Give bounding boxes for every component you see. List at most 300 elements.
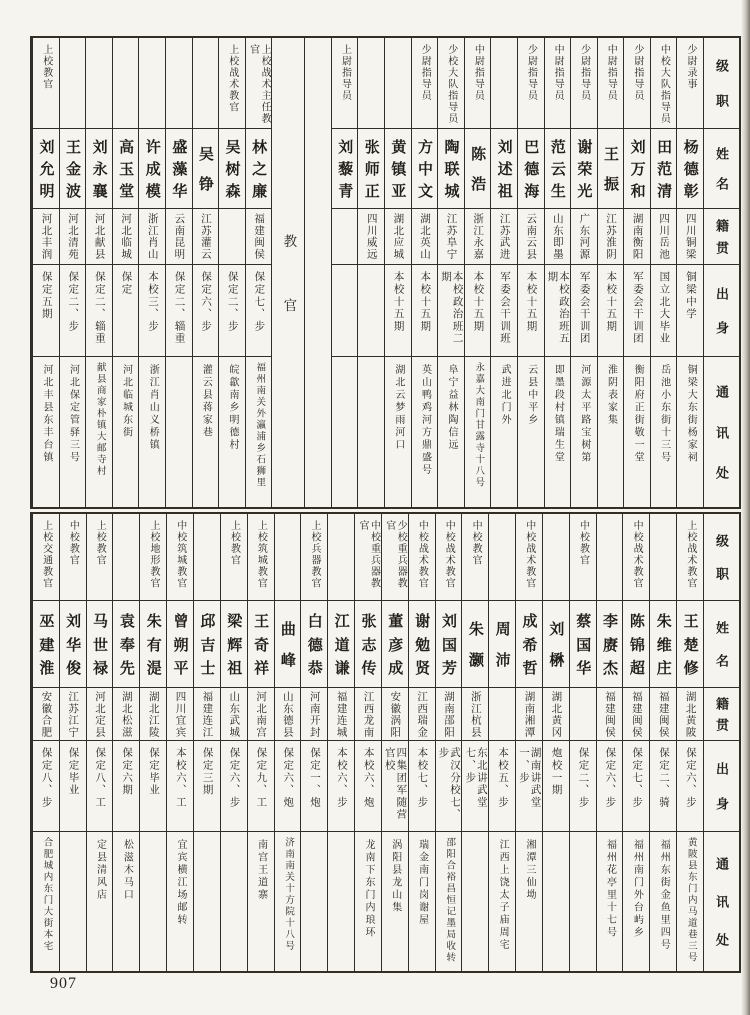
rank-cell-text: 上校教官 bbox=[228, 520, 240, 566]
page-number: 907 bbox=[50, 975, 77, 992]
background-cell bbox=[328, 741, 354, 832]
background-cell-text: 本校政治班二期 bbox=[440, 271, 463, 345]
background-cell-text: 军委会干训团 bbox=[631, 271, 643, 345]
char: 谢 bbox=[575, 139, 592, 154]
background-cell-text: 军委会干训班 bbox=[498, 271, 510, 345]
address-cell-text: 黄陂县东门内马道巷三号 bbox=[685, 837, 696, 964]
name-cell bbox=[382, 601, 408, 688]
person-column bbox=[464, 38, 491, 507]
native-place-cell-text: 湖北黄冈 bbox=[550, 690, 562, 738]
address-cell-text: 涡阳县龙山集 bbox=[389, 839, 401, 914]
char: 辉 bbox=[225, 636, 242, 652]
section-label bbox=[272, 38, 304, 507]
rank-cell bbox=[518, 38, 544, 129]
name-cell bbox=[113, 601, 139, 688]
char: 金 bbox=[64, 161, 81, 176]
char: 师 bbox=[362, 161, 379, 176]
background-cell bbox=[623, 741, 649, 832]
char: 祖 bbox=[495, 183, 512, 198]
background-cell bbox=[409, 741, 435, 832]
rank-cell bbox=[246, 38, 272, 129]
rank-cell-text: 上校战术主任教官 bbox=[247, 44, 271, 125]
char: 王 bbox=[64, 139, 81, 154]
name-cell bbox=[624, 129, 650, 209]
native-place-cell bbox=[60, 209, 86, 265]
native-place-cell bbox=[358, 209, 384, 265]
rank-cell bbox=[462, 514, 488, 601]
address-cell bbox=[382, 832, 408, 971]
native-place-cell bbox=[518, 209, 544, 265]
native-place-cell bbox=[651, 209, 677, 265]
rank-cell-text: 少校重兵器教官 bbox=[383, 520, 407, 589]
person-column bbox=[596, 514, 623, 971]
native-place-cell-text: 四川铜梁 bbox=[684, 213, 696, 260]
native-place-cell-text: 江苏武进 bbox=[498, 213, 510, 260]
address-cell-text: 济南南关十方院十八号 bbox=[283, 837, 294, 952]
address-cell bbox=[597, 832, 623, 971]
native-place-cell-text: 江西瑞金 bbox=[416, 690, 428, 738]
person-column bbox=[437, 38, 464, 507]
rank-cell bbox=[382, 514, 408, 601]
char: 希 bbox=[520, 636, 537, 652]
page-edge-shadow bbox=[741, 0, 750, 1015]
background-cell bbox=[167, 741, 193, 832]
rank-cell-text: 中校战术教官 bbox=[631, 520, 643, 589]
background-cell-text: 保定八、步 bbox=[40, 747, 52, 809]
person-column bbox=[192, 38, 219, 507]
background-cell-text: 保定二、步 bbox=[577, 747, 589, 809]
name-cell bbox=[545, 129, 571, 209]
background-cell-text: 保定二、辎重 bbox=[93, 271, 105, 345]
address-cell bbox=[438, 357, 464, 507]
char: 亚 bbox=[389, 183, 406, 198]
char: 永 bbox=[90, 161, 107, 176]
rank-cell bbox=[545, 38, 571, 129]
address-cell-text: 皖歙南乡明德村 bbox=[226, 364, 238, 452]
address-cell-text: 衡阳府正街敬一堂 bbox=[632, 364, 644, 464]
char: 刘 bbox=[90, 139, 107, 154]
person-column bbox=[570, 38, 597, 507]
rank-cell bbox=[328, 514, 354, 601]
char: 名 bbox=[714, 654, 729, 667]
char: 镇 bbox=[389, 161, 406, 176]
address-cell bbox=[166, 357, 192, 507]
background-cell bbox=[412, 265, 438, 357]
char: 名 bbox=[714, 177, 729, 191]
background-cell bbox=[385, 265, 411, 357]
rank-cell bbox=[248, 514, 274, 601]
char: 禄 bbox=[91, 660, 108, 676]
address-cell bbox=[355, 832, 381, 971]
background-cell bbox=[650, 741, 676, 832]
address-cell bbox=[409, 832, 435, 971]
name-cell bbox=[650, 601, 676, 688]
background-cell-text: 保定 bbox=[120, 271, 132, 296]
address-cell-text: 武进北门外 bbox=[499, 364, 511, 427]
native-place-cell-text: 安徽涡阳 bbox=[389, 690, 401, 738]
char: 士 bbox=[198, 660, 215, 676]
rank-cell bbox=[139, 38, 165, 129]
native-place-cell-text: 广东河源 bbox=[578, 213, 590, 260]
char: 奇 bbox=[252, 636, 269, 652]
rank-cell bbox=[436, 514, 462, 601]
char: 方 bbox=[415, 139, 432, 154]
person-column bbox=[411, 38, 438, 507]
person-column bbox=[220, 514, 247, 971]
address-cell bbox=[518, 357, 544, 507]
background-cell-text: 保定七、步 bbox=[631, 747, 643, 809]
address-cell bbox=[462, 832, 488, 971]
char: 德 bbox=[681, 161, 698, 176]
background-cell-text: 本校政治班五期 bbox=[546, 271, 569, 345]
name-cell bbox=[113, 129, 139, 209]
person-column bbox=[112, 514, 139, 971]
native-place-cell-text: 四川宜宾 bbox=[174, 690, 186, 738]
person-column bbox=[676, 38, 703, 507]
person-column bbox=[327, 514, 354, 971]
person-column bbox=[435, 514, 462, 971]
background-cell bbox=[166, 265, 192, 357]
person-column bbox=[544, 38, 571, 507]
address-cell-text: 松滋木马口 bbox=[121, 839, 133, 902]
native-place-cell bbox=[194, 688, 220, 741]
char: 刘 bbox=[336, 139, 353, 154]
address-cell bbox=[570, 832, 596, 971]
background-cell bbox=[113, 265, 139, 357]
address-cell-text: 湖北云梦雨河口 bbox=[392, 364, 404, 452]
native-place-cell bbox=[60, 688, 86, 741]
native-place-cell bbox=[650, 688, 676, 741]
address-cell bbox=[60, 832, 86, 971]
person-column bbox=[138, 38, 165, 507]
char: 清 bbox=[655, 183, 672, 198]
char: 沛 bbox=[493, 652, 510, 668]
char: 张 bbox=[359, 612, 376, 628]
background-cell-text: 保定毕业 bbox=[67, 747, 79, 797]
background-cell-text: 武汉分校七、步 bbox=[437, 747, 461, 821]
native-place-cell bbox=[87, 688, 113, 741]
native-place-cell-text: 福建闽侯 bbox=[657, 690, 669, 738]
background-cell bbox=[597, 741, 623, 832]
address-cell bbox=[86, 357, 112, 507]
address-cell bbox=[651, 357, 677, 507]
name-cell bbox=[140, 601, 166, 688]
native-place-cell-text: 福建连城 bbox=[335, 690, 347, 738]
native-place-cell bbox=[382, 688, 408, 741]
char: 华 bbox=[170, 183, 187, 198]
char: 铮 bbox=[196, 175, 213, 191]
background-cell-text: 本校十五期 bbox=[472, 271, 484, 333]
native-place-cell bbox=[86, 209, 112, 265]
char: 道 bbox=[332, 636, 349, 652]
address-cell-text: 永嘉大南门甘露寺十八号 bbox=[473, 362, 484, 489]
char: 超 bbox=[627, 660, 644, 676]
native-place-cell-text: 河北清苑 bbox=[67, 213, 79, 260]
background-cell bbox=[465, 265, 491, 357]
native-place-cell-text: 浙江肖山 bbox=[146, 213, 158, 260]
native-place-cell-text: 福建闽侯 bbox=[253, 213, 265, 260]
background-cell-text: 铜梁中学 bbox=[684, 271, 696, 321]
name-cell bbox=[518, 129, 544, 209]
char: 杰 bbox=[601, 660, 618, 676]
char: 芳 bbox=[439, 660, 456, 676]
person-column bbox=[650, 38, 677, 507]
rank-cell-text: 上校战术教官 bbox=[226, 44, 238, 113]
background-cell-text: 东北讲武堂七、步 bbox=[464, 747, 487, 809]
char: 邱 bbox=[198, 612, 215, 628]
person-column bbox=[300, 514, 327, 971]
native-place-cell bbox=[167, 688, 193, 741]
person-column bbox=[218, 38, 245, 507]
name-cell bbox=[489, 601, 515, 688]
char: 朔 bbox=[171, 636, 188, 652]
native-place-cell bbox=[385, 209, 411, 265]
char: 国 bbox=[574, 636, 591, 652]
native-place-cell bbox=[219, 209, 245, 265]
char: 森 bbox=[223, 183, 240, 198]
native-place-cell bbox=[355, 688, 381, 741]
background-cell bbox=[60, 741, 86, 832]
char: 联 bbox=[442, 161, 459, 176]
background-cell bbox=[86, 265, 112, 357]
char: 华 bbox=[574, 660, 591, 676]
char: 陶 bbox=[442, 139, 459, 154]
address-cell-text: 福州花亭里十七号 bbox=[604, 839, 616, 939]
rank-cell-text: 上校交通教官 bbox=[40, 520, 52, 589]
rank-cell bbox=[219, 38, 245, 129]
char: 彦 bbox=[386, 636, 403, 652]
char: 张 bbox=[362, 139, 379, 154]
char: 藜 bbox=[336, 161, 353, 176]
rank-cell bbox=[193, 38, 219, 129]
address-cell-text: 邵阳合裕昌恒记墨局收转 bbox=[444, 837, 455, 964]
address-cell bbox=[113, 357, 139, 507]
background-cell bbox=[140, 741, 166, 832]
address-cell bbox=[489, 832, 515, 971]
char: 成 bbox=[143, 161, 160, 176]
address-cell-text: 铜梁大东街杨家祠 bbox=[685, 364, 697, 464]
char: 姓 bbox=[714, 621, 729, 634]
person-column bbox=[32, 514, 59, 971]
rank-cell bbox=[491, 38, 517, 129]
rank-cell bbox=[33, 38, 59, 129]
native-place-cell-text: 云南昆明 bbox=[173, 213, 185, 260]
address-cell-text: 英山鸭鸡河方鼎盛号 bbox=[419, 364, 431, 477]
address-cell bbox=[465, 357, 491, 507]
rank-cell bbox=[624, 38, 650, 129]
char: 华 bbox=[64, 636, 81, 652]
person-column bbox=[384, 38, 411, 507]
char: 玉 bbox=[117, 161, 134, 176]
address-cell bbox=[598, 357, 624, 507]
name-cell bbox=[332, 129, 358, 209]
address-cell bbox=[412, 357, 438, 507]
native-place-cell-text: 河北定县 bbox=[94, 690, 106, 738]
char: 出 bbox=[714, 286, 729, 300]
background-cell-text: 保定毕业 bbox=[147, 747, 159, 797]
address-cell bbox=[543, 832, 569, 971]
native-place-cell-text: 浙江永嘉 bbox=[472, 213, 484, 260]
char: 云 bbox=[548, 161, 565, 176]
background-cell-text: 保定六、步 bbox=[604, 747, 616, 809]
native-place-cell bbox=[248, 688, 274, 741]
address-cell bbox=[436, 832, 462, 971]
background-cell bbox=[462, 741, 488, 832]
background-cell-text: 保定一、炮 bbox=[309, 747, 321, 809]
native-place-cell bbox=[221, 688, 247, 741]
address-cell bbox=[219, 357, 245, 507]
background-cell bbox=[677, 741, 703, 832]
native-place-cell-text: 湖北松滋 bbox=[120, 690, 132, 738]
background-cell bbox=[194, 741, 220, 832]
address-cell-text: 岳池小东街十三号 bbox=[658, 364, 670, 464]
empty-column bbox=[304, 38, 331, 507]
char: 正 bbox=[362, 183, 379, 198]
background-cell-text: 保定六、步 bbox=[200, 271, 212, 333]
name-cell bbox=[651, 129, 677, 209]
rank-cell bbox=[412, 38, 438, 129]
native-place-cell bbox=[412, 209, 438, 265]
background-cell bbox=[571, 265, 597, 357]
rank-cell-text: 少尉录事 bbox=[684, 44, 696, 90]
rank-cell-text: 中校教官 bbox=[577, 520, 589, 566]
address-cell-text: 淮阴表家集 bbox=[605, 364, 617, 427]
rank-cell bbox=[543, 514, 569, 601]
char: 通 bbox=[714, 384, 729, 398]
native-place-cell-text: 江苏灌云 bbox=[199, 213, 211, 260]
background-cell bbox=[221, 741, 247, 832]
char: 襄 bbox=[90, 183, 107, 198]
rank-cell bbox=[516, 514, 542, 601]
rank-cell-text: 少校大队指导员 bbox=[445, 44, 457, 125]
char: 巴 bbox=[522, 139, 539, 154]
char: 陈 bbox=[469, 146, 486, 162]
native-place-cell bbox=[623, 688, 649, 741]
char: 荣 bbox=[575, 161, 592, 176]
native-place-cell bbox=[33, 209, 59, 265]
name-cell bbox=[436, 601, 462, 688]
background-cell bbox=[246, 265, 272, 357]
char: 林 bbox=[250, 139, 267, 154]
person-column bbox=[166, 514, 193, 971]
name-cell bbox=[677, 129, 703, 209]
address-cell-text: 河北保定管驿三号 bbox=[67, 364, 79, 464]
char: 马 bbox=[91, 612, 108, 628]
person-column bbox=[597, 38, 624, 507]
char: 高 bbox=[117, 139, 134, 154]
background-cell-text: 本校十五期 bbox=[605, 271, 617, 333]
background-cell bbox=[33, 265, 59, 357]
address-cell bbox=[140, 832, 166, 971]
native-place-cell-text: 河北南宫 bbox=[255, 690, 267, 738]
rank-cell bbox=[87, 514, 113, 601]
char: 模 bbox=[143, 183, 160, 198]
native-place-cell-text: 湖南湘潭 bbox=[523, 690, 535, 738]
background-cell bbox=[543, 741, 569, 832]
char: 成 bbox=[386, 660, 403, 676]
char: 范 bbox=[548, 139, 565, 154]
native-place-cell bbox=[246, 209, 272, 265]
person-column bbox=[354, 514, 381, 971]
rank-cell-text: 中校教官 bbox=[470, 520, 482, 566]
char: 中 bbox=[415, 161, 432, 176]
address-cell-text: 瑞金南门岗谢屋 bbox=[416, 839, 428, 927]
rank-cell bbox=[597, 514, 623, 601]
char: 级 bbox=[714, 59, 729, 73]
native-place-cell-text: 河北丰润 bbox=[40, 213, 52, 260]
name-cell bbox=[33, 129, 59, 209]
rank-cell bbox=[301, 514, 327, 601]
char: 袁 bbox=[117, 612, 134, 628]
background-cell-text: 军委会干训团 bbox=[578, 271, 590, 345]
background-cell bbox=[491, 265, 517, 357]
name-cell bbox=[598, 129, 624, 209]
address-cell bbox=[167, 832, 193, 971]
person-column bbox=[112, 38, 139, 507]
char: 平 bbox=[171, 660, 188, 676]
address-cell bbox=[650, 832, 676, 971]
char: 贤 bbox=[413, 660, 430, 676]
rank-cell-text: 中尉指导员 bbox=[472, 44, 484, 102]
address-cell-text: 宜宾横江场邮转 bbox=[175, 839, 187, 927]
header-cell bbox=[704, 601, 739, 688]
native-place-cell-text: 湖北江陵 bbox=[147, 690, 159, 738]
rank-cell bbox=[167, 514, 193, 601]
background-cell-text: 保定六、步 bbox=[684, 747, 696, 809]
name-cell bbox=[597, 601, 623, 688]
rank-cell bbox=[86, 38, 112, 129]
rank-cell bbox=[221, 514, 247, 601]
header-cell bbox=[704, 38, 739, 129]
background-cell-text: 本校三、步 bbox=[147, 271, 159, 333]
rank-cell bbox=[140, 514, 166, 601]
background-cell bbox=[248, 741, 274, 832]
name-cell bbox=[167, 601, 193, 688]
rank-cell bbox=[385, 38, 411, 129]
address-cell bbox=[33, 357, 59, 507]
address-cell bbox=[677, 832, 703, 971]
address-cell bbox=[358, 357, 384, 507]
name-cell bbox=[355, 601, 381, 688]
char: 王 bbox=[601, 146, 618, 162]
char: 巫 bbox=[37, 612, 54, 628]
native-place-cell bbox=[193, 209, 219, 265]
person-column bbox=[381, 514, 408, 971]
person-column bbox=[245, 38, 272, 507]
rank-cell bbox=[650, 514, 676, 601]
char: 曾 bbox=[171, 612, 188, 628]
background-cell-text: 本校六、步 bbox=[335, 747, 347, 809]
char: 田 bbox=[655, 139, 672, 154]
char: 杨 bbox=[681, 139, 698, 154]
background-cell bbox=[516, 741, 542, 832]
rank-cell-text: 中尉指导员 bbox=[552, 44, 564, 102]
rank-cell-text: 中校筑城教官 bbox=[174, 520, 186, 589]
person-column bbox=[59, 38, 86, 507]
char: 黄 bbox=[389, 139, 406, 154]
rank-cell bbox=[465, 38, 491, 129]
address-cell bbox=[545, 357, 571, 507]
rank-cell-text: 中校战术教官 bbox=[523, 520, 535, 589]
header-cell bbox=[704, 265, 739, 357]
rank-cell-text: 上校教官 bbox=[94, 520, 106, 566]
native-place-cell-text: 河北献县 bbox=[93, 213, 105, 260]
char: 李 bbox=[601, 612, 618, 628]
name-cell bbox=[491, 129, 517, 209]
background-cell-text: 本校七、步 bbox=[416, 747, 428, 809]
char: 波 bbox=[64, 183, 81, 198]
address-cell-text: 龙南下东门内琅环 bbox=[362, 839, 374, 939]
